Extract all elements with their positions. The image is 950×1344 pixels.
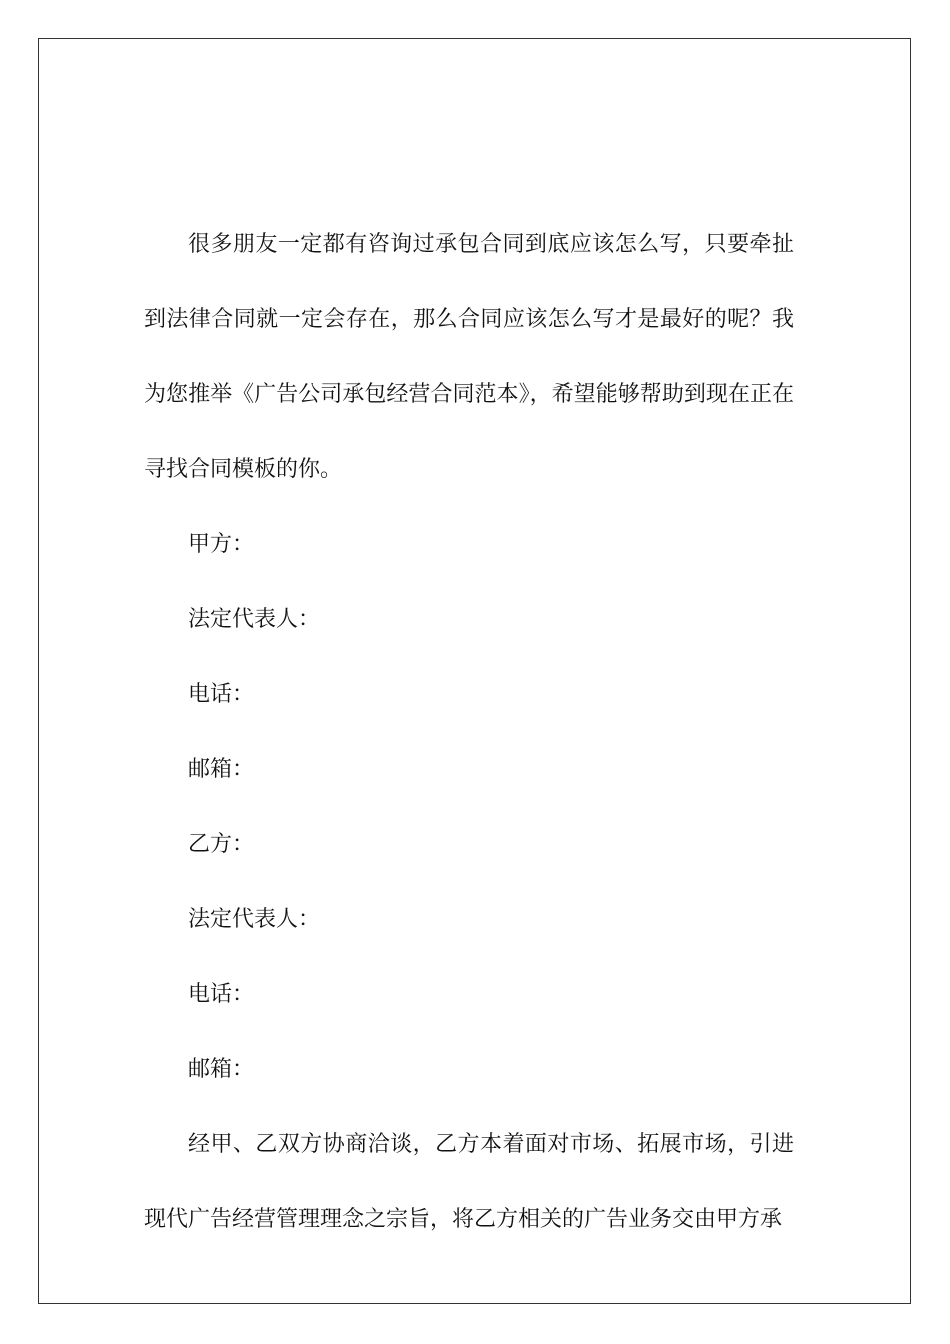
party-b-representative-label: 法定代表人：	[188, 907, 321, 932]
party-b-label: 乙方：	[188, 832, 255, 857]
party-b-phone-label: 电话：	[188, 982, 255, 1007]
intro-paragraph: 很多朋友一定都有咨询过承包合同到底应该怎么写，只要牵扯到法律合同就一定会存在，那么合同应该怎么写才是最好的呢？我为您推举《广告公司承包经营合同范本》，希望能够帮助到现在正在寻找合同模板的你。	[144, 232, 794, 482]
party-a-representative-label: 法定代表人：	[188, 607, 321, 632]
document-body	[144, 207, 794, 1257]
party-a-email-label: 邮箱：	[188, 757, 255, 782]
party-b-email-label: 邮箱：	[188, 1057, 255, 1082]
party-a-label: 甲方：	[188, 532, 255, 557]
party-a-phone-label: 电话：	[188, 682, 255, 707]
agreement-paragraph: 经甲、乙双方协商洽谈，乙方本着面对市场、拓展市场，引进现代广告经营管理理念之宗旨，将乙方相关的广告业务交由甲方承	[144, 1132, 794, 1232]
